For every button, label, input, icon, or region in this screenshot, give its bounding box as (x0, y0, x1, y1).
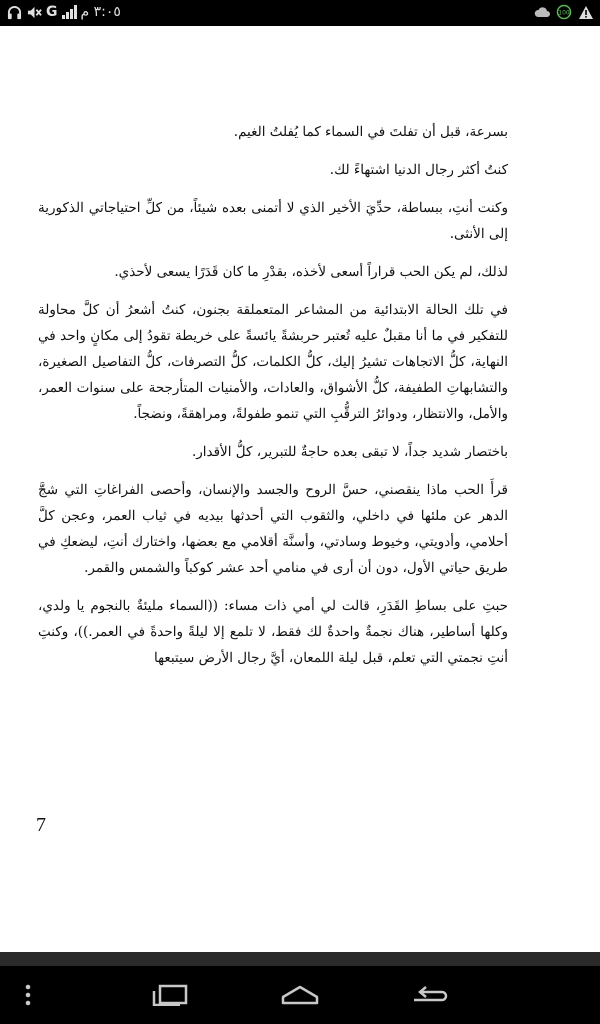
divider (0, 952, 600, 966)
paragraph: قرأَ الحب ماذا ينقصني، حسَّ الروح والجسد والإنسان، وأحصى الفراغاتِ التي شجَّ الدهر عن ملئها في داخلي، والثقوب التي أحدثها بيديه في ثياب العمر، وعجن كلَّ أحلامي، وأدويتي، وخيوط وسادتي، وأسنَّة أقلامي مع بعضها، واختارك أنتِ، ليضعكِ في طريق حياتي الأول، دون أن أرى في منامي أحد عشر كوكباً والشمس والقمر. (38, 482, 508, 576)
network-type: G (46, 4, 58, 20)
mute-icon (26, 4, 42, 20)
headset-icon (6, 4, 22, 20)
status-right (534, 4, 594, 20)
paragraph: كنتُ أكثر رجال الدنيا اشتهاءً لك. (329, 162, 508, 178)
paragraph: باختصار شديد جداً، لا تبقى بعده حاجةٌ للتبرير، كلُّ الأقدار. (191, 444, 508, 460)
reader-page[interactable] (0, 26, 600, 952)
back-icon[interactable] (410, 980, 450, 1010)
recent-apps-icon[interactable] (150, 980, 190, 1010)
menu-icon[interactable] (8, 980, 48, 1010)
status-left (6, 4, 121, 20)
paragraph: وكنت أنتِ، ببساطة، حدِّيَ الأخير الذي لا أتمنى بعده شيئاً، من كلِّ احتياجاتي الذكورية إلى الأنثى. (38, 200, 508, 242)
svg-text:100: 100 (558, 9, 570, 17)
page-number: 7 (36, 814, 46, 836)
warning-icon (578, 4, 594, 20)
book-text (38, 119, 508, 683)
paragraph: لذلك، لم يكن الحب قراراً أسعى لأخذه، بقدْرِ ما كان قَدَرًا يسعى لأحذي. (114, 264, 508, 280)
paragraph: بسرعة، قبل أن تفلتَ في السماء كما يُفلتُ الغيم. (233, 124, 508, 140)
signal-icon (62, 5, 77, 19)
paragraph: حبتِ على بساطِ القَدَرِ، قالت لي أمي ذات مساء: ((السماء مليئةٌ بالنجوم يا ولدي، وكلها أساطير، هناك نجمةٌ واحدةٌ لك فقط، لا تلمع إلا ليلةً واحدةً في العمر.))، وكنتِ أنتِ نجمتي التي تعلم، قبل ليلة اللمعان، أيَّ رجال الأرض سيتبعها (38, 598, 508, 666)
data-saver-icon (556, 4, 572, 20)
paragraph: في تلك الحالة الابتدائية من المشاعر المتعملقة بجنون، كنتُ أشعرُ أن كلَّ محاولة للتفكير في ما أنا مقبلٌ عليه تُعتبر حربشةً يائسةً على خريطة تقودُ إلى مكانٍ واحد في النهاية، كلُّ الاتجاهات تشيرُ إليك، كلُّ الكلمات، كلُّ التصرفات، كلُّ التفاصيل الصغيرة، والتشابهاتِ الطفيفة، كلُّ الأشواق، والعادات، والأمنيات المتأرجحة على سنوات العمر، والأمل، والانتظار، ودوائرُ الترقُّبِ التي تنمو طفولةً، ومراهقةً، ونضجاً. (38, 302, 508, 422)
navigation-bar (0, 966, 600, 1024)
status-bar (0, 0, 600, 26)
home-icon[interactable] (280, 980, 320, 1010)
status-time: ٣:٠٥ م (80, 4, 121, 20)
cloud-icon (534, 4, 550, 20)
